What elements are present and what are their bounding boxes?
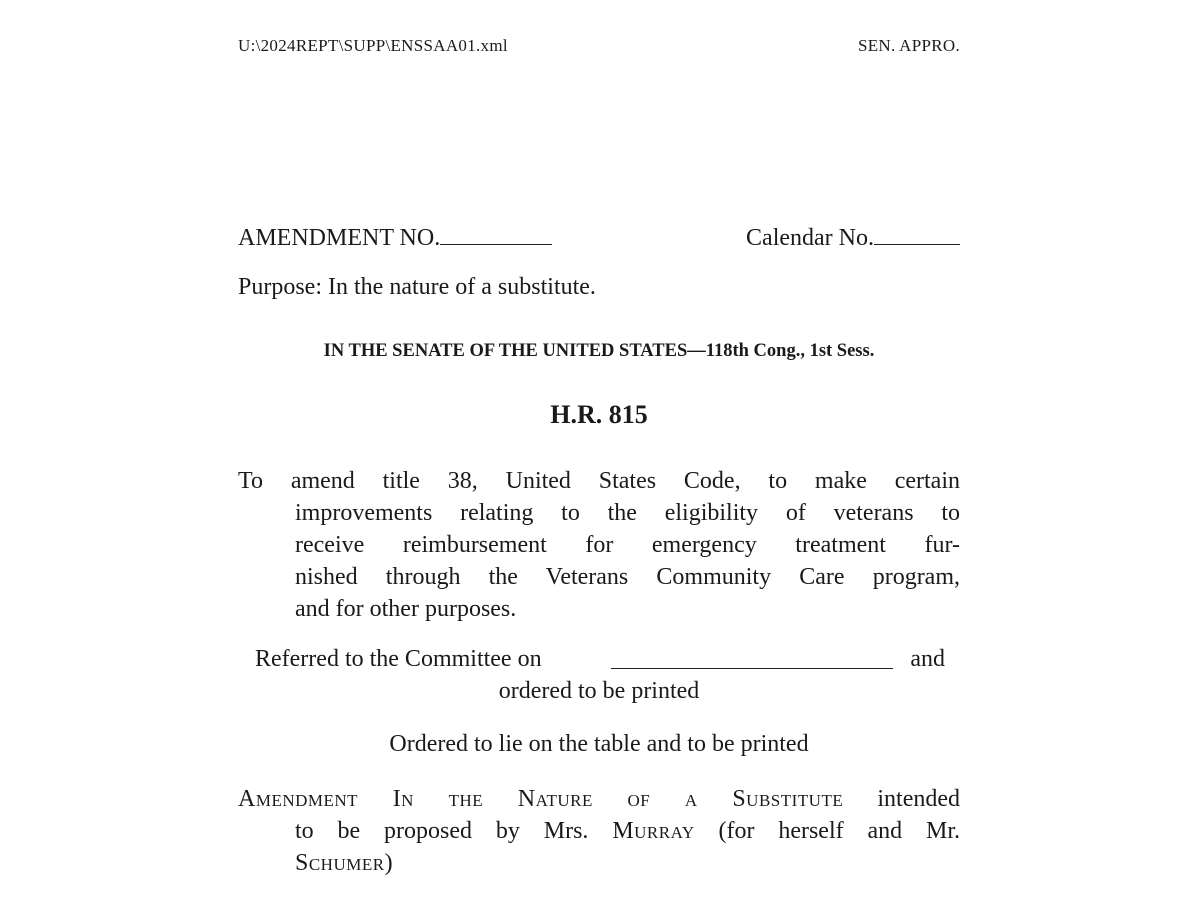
bill-title (238, 465, 960, 625)
amendment-line (238, 222, 960, 254)
bill-title-line: To amend title 38, United States Code, to make certain (238, 468, 960, 494)
amendment-number-blank (440, 222, 552, 245)
ordered-printed-line: ordered to be printed (498, 678, 700, 704)
ains-line (238, 783, 960, 815)
ains-close-paren: ) (384, 850, 393, 876)
bill-title-line: and for other purposes. (295, 596, 517, 622)
file-path-header: U:\2024REPT\SUPP\ENSSAA01.xml (238, 36, 508, 55)
amendment-number (238, 222, 552, 252)
calendar-label: Calendar No. (746, 225, 874, 251)
referral-and: and (910, 646, 945, 672)
ains-for-herself: (for herself and Mr. (718, 818, 961, 844)
bill-title-line: improvements relating to the eligibility of veterans to (295, 500, 960, 526)
amendment-substitute-block (238, 783, 960, 879)
calendar-number (746, 222, 960, 252)
committee-header: SEN. APPRO. (857, 36, 960, 55)
amendment-label: AMENDMENT NO. (238, 225, 441, 251)
bill-number: H.R. 815 (550, 400, 648, 429)
committee-blank (611, 668, 893, 669)
ains-heading: Amendment In the Nature of a Substitute (238, 786, 844, 812)
referral-line (255, 646, 945, 678)
cosponsor-name: Schumer (295, 850, 385, 876)
ains-intended: intended (877, 786, 960, 812)
purpose-line: Purpose: In the nature of a substitute. (238, 274, 596, 300)
ains-line (295, 847, 960, 879)
bill-title-line: receive reimbursement for emergency treatment fur- (295, 532, 960, 558)
ordered-lie-line: Ordered to lie on the table and to be printed (389, 731, 809, 757)
ains-line (295, 815, 960, 847)
senate-session-line: IN THE SENATE OF THE UNITED STATES—118th Cong., 1st Sess. (323, 341, 875, 361)
sponsor-name: Murray (612, 818, 695, 844)
calendar-number-blank (874, 222, 960, 245)
referral-text: Referred to the Committee on (255, 646, 542, 672)
ains-proposed-by: to be proposed by Mrs. (295, 818, 589, 844)
bill-title-line: nished through the Veterans Community Care program, (295, 564, 960, 590)
